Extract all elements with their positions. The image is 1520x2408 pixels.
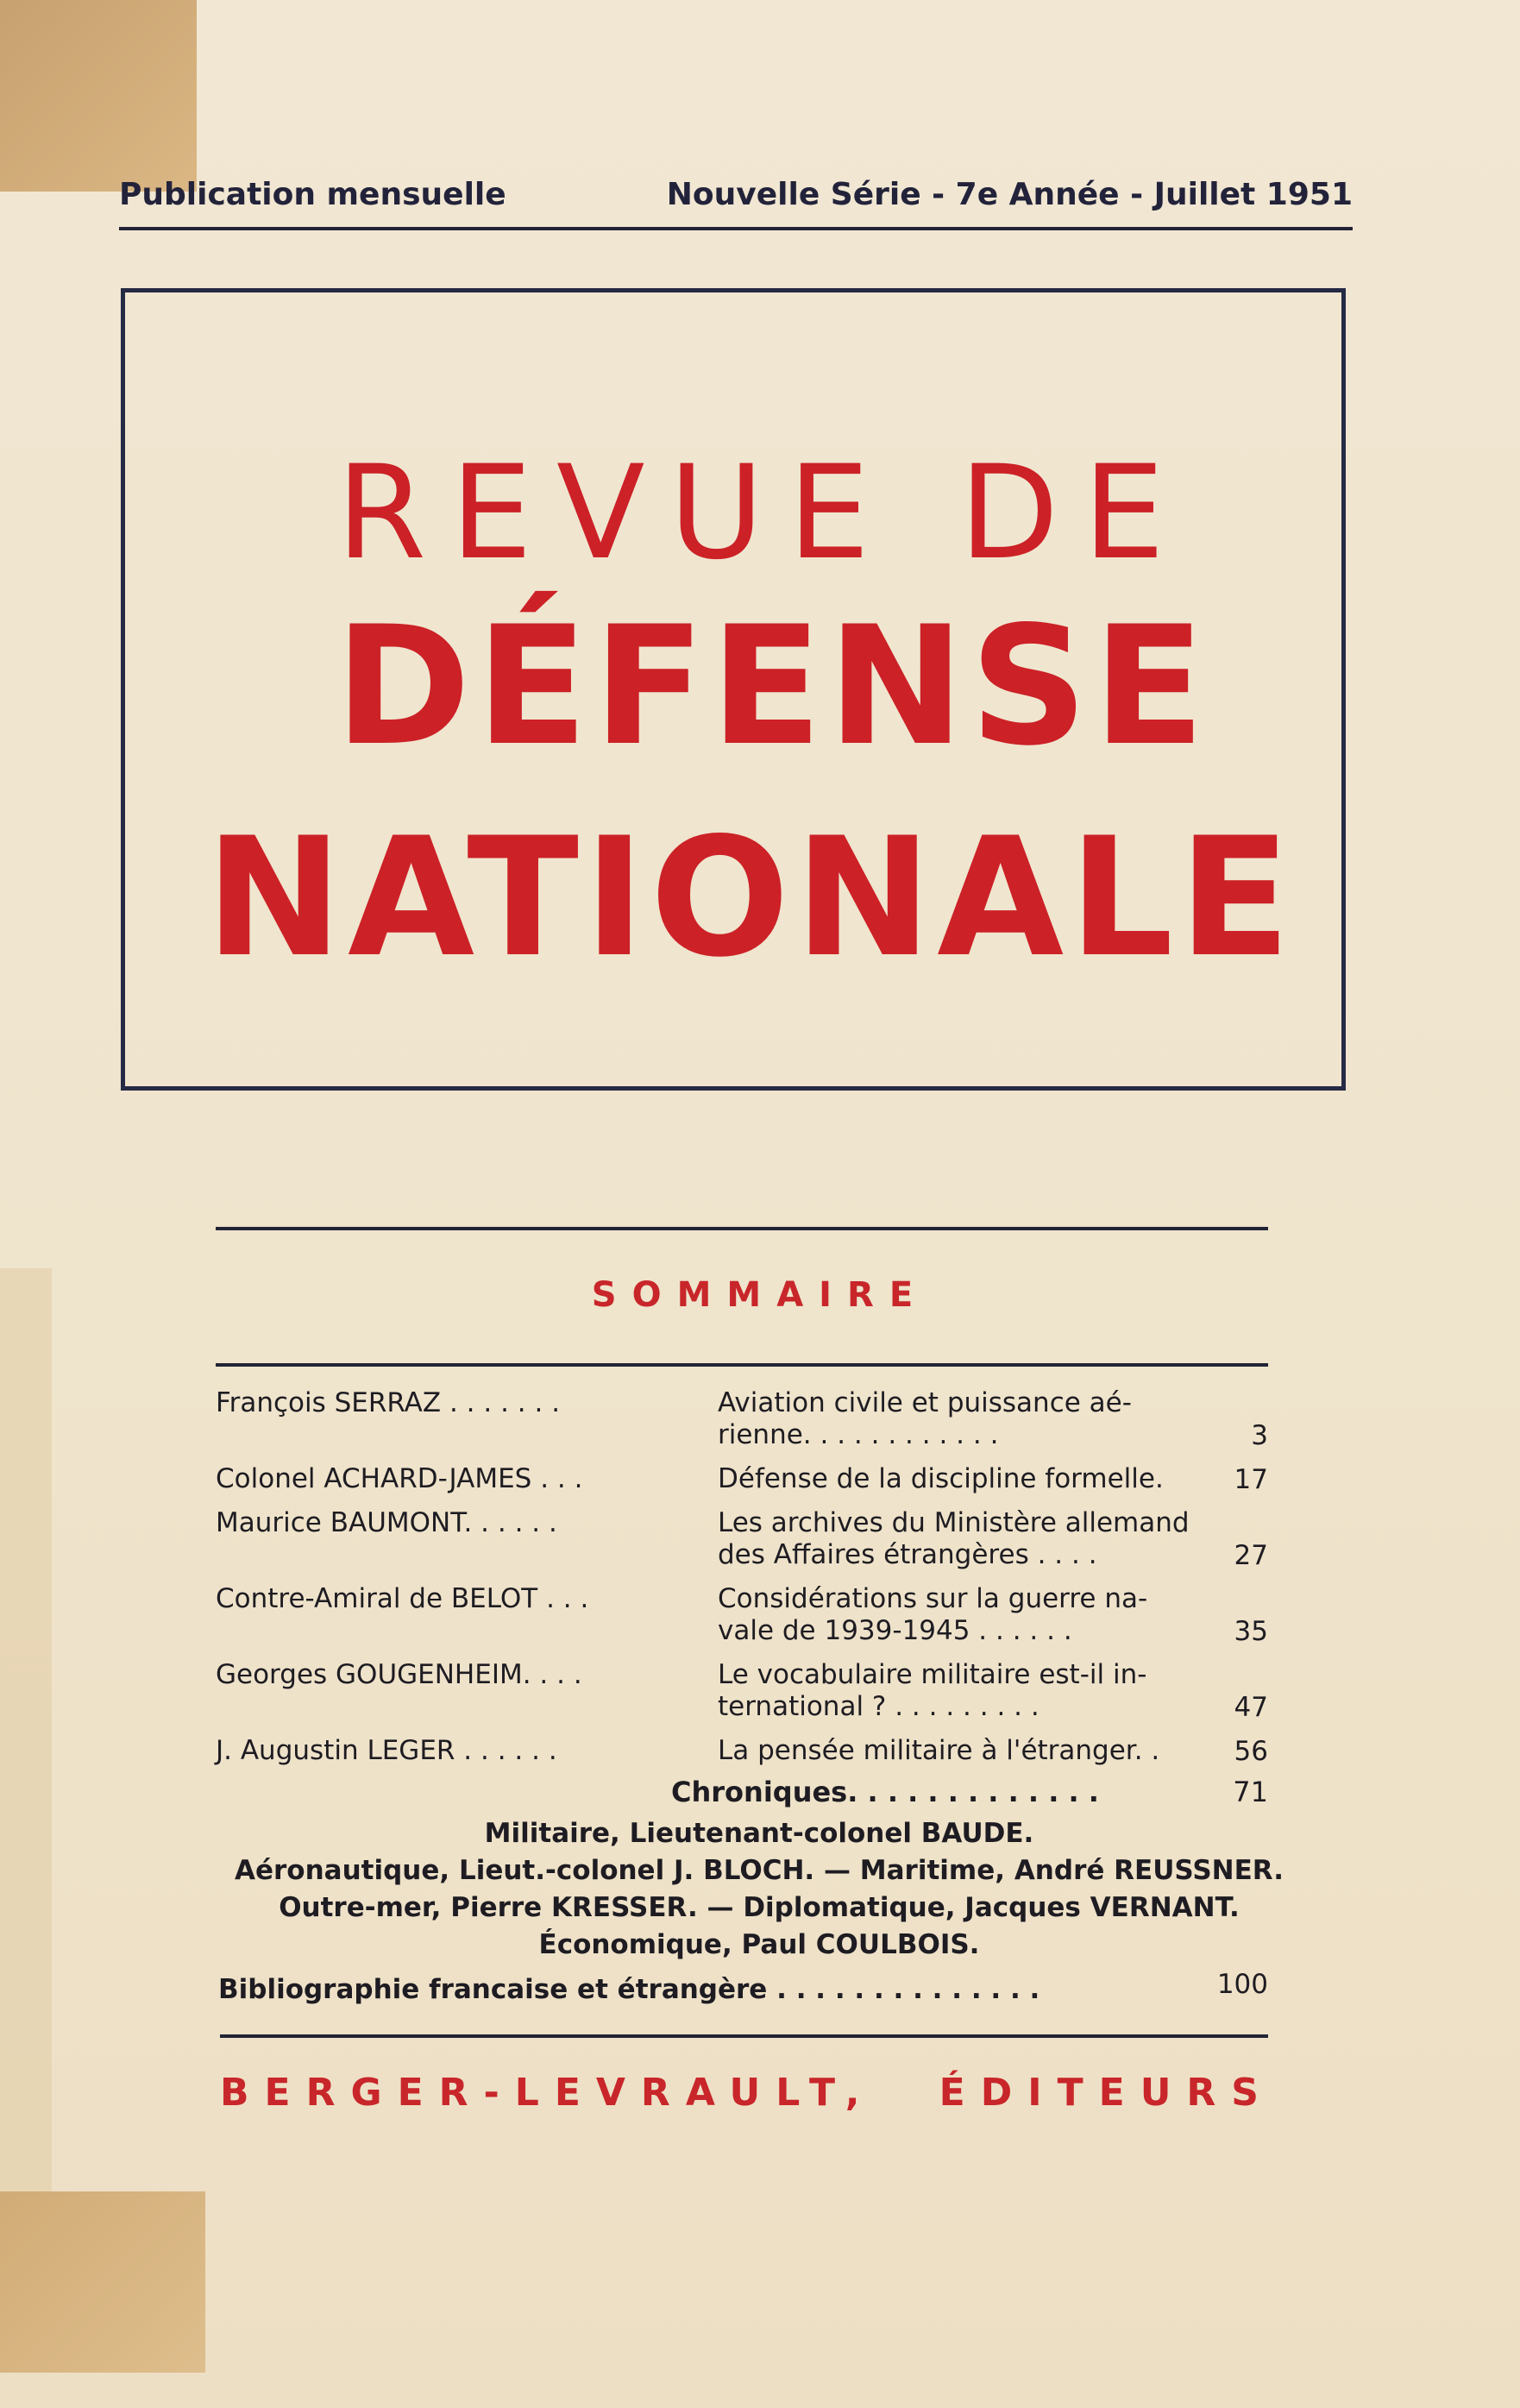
chroniques-detail: Aéronautique, Lieut.-colonel J. BLOCH. — Maritime, André REUSSNER.: [235, 1855, 1284, 1886]
publisher-name: BERGER-LEVRAULT,: [220, 2071, 876, 2115]
toc-title: Défense de la discipline formelle.: [718, 1463, 1164, 1494]
toc-entry: [216, 1387, 1268, 1451]
toc-entry: [216, 1735, 1268, 1767]
toc-entry: [216, 1507, 1268, 1571]
toc-title: Considérations sur la guerre na-vale de 1939-1945 . . . . . .: [718, 1583, 1148, 1646]
publisher: [220, 2071, 1274, 2115]
chroniques-label: Chroniques. . . . . . . . . . . . .: [671, 1776, 1099, 1808]
publisher-role: ÉDITEURS: [939, 2071, 1274, 2115]
bibliographie-page: 100: [1216, 1969, 1268, 2000]
bibliographie-line: [218, 1969, 1268, 2005]
title-line-1: REVUE DE: [336, 438, 1190, 588]
toc-author: J. Augustin LEGER . . . . . .: [216, 1735, 557, 1766]
issue-info: Nouvelle Série - 7e Année - Juillet 1951: [666, 177, 1353, 212]
toc-page: 35: [1234, 1616, 1268, 1647]
toc-title: La pensée militaire à l'étranger. .: [718, 1735, 1160, 1766]
chroniques-detail: Économique, Paul COULBOIS.: [538, 1929, 980, 1960]
toc-author: Maurice BAUMONT. . . . . .: [216, 1507, 557, 1538]
toc-title: Les archives du Ministère allemand des Affaires étrangères . . . .: [718, 1507, 1190, 1570]
paper-stain: [0, 1268, 52, 2191]
sommaire-heading: SOMMAIRE: [591, 1275, 929, 1315]
toc-author: François SERRAZ . . . . . . .: [216, 1387, 561, 1418]
bibliographie-label: Bibliographie francaise et étrangère . . . . . . . . . . . . . .: [218, 1974, 1040, 2005]
toc-page: 27: [1234, 1540, 1268, 1571]
toc-author: Georges GOUGENHEIM. . . .: [216, 1659, 582, 1690]
sommaire-rule: [216, 1363, 1268, 1367]
table-of-contents: [216, 1387, 1268, 1767]
chroniques-page: 71: [1233, 1776, 1268, 1808]
chroniques-detail: Outre-mer, Pierre KRESSER. — Diplomatique, Jacques VERNANT.: [279, 1892, 1240, 1923]
toc-page: 3: [1251, 1420, 1268, 1451]
toc-author: Colonel ACHARD-JAMES . . .: [216, 1463, 583, 1494]
publication-frequency: Publication mensuelle: [119, 177, 506, 212]
chroniques-detail: Militaire, Lieutenant-colonel BAUDE.: [484, 1818, 1034, 1849]
bottom-rule: [220, 2034, 1268, 2038]
toc-page: 17: [1234, 1464, 1268, 1495]
paper-stain: [0, 0, 197, 192]
toc-title: Aviation civile et puissance aé-rienne. . . . . . . . . . . .: [718, 1387, 1132, 1450]
toc-title: Le vocabulaire militaire est-il in-ternational ? . . . . . . . . .: [718, 1659, 1147, 1722]
title-line-3: NATIONALE: [205, 802, 1297, 993]
toc-author: Contre-Amiral de BELOT . . .: [216, 1583, 589, 1614]
sommaire-top-rule: [216, 1227, 1268, 1230]
toc-entry: [216, 1659, 1268, 1723]
toc-page: 47: [1234, 1692, 1268, 1723]
cover-header: [119, 177, 1353, 222]
title-line-2: DÉFENSE: [335, 591, 1210, 782]
chroniques-line: [671, 1776, 1268, 1808]
toc-entry: [216, 1463, 1268, 1495]
header-rule: [119, 227, 1353, 230]
paper-stain: [0, 2191, 205, 2373]
toc-page: 56: [1234, 1736, 1268, 1767]
toc-entry: [216, 1583, 1268, 1647]
